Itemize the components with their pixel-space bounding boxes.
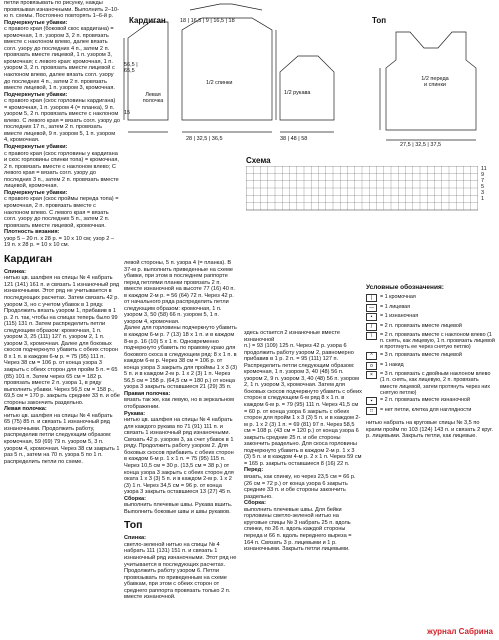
paragraph-heading: Сборка: bbox=[244, 500, 267, 507]
paragraph: левой стороны, 5 п. узора 4 (= планка). В 37-м р. выполнить приведенные на схеме убавки, при этом в последнем раппорте перед петлями планки провязать 2 п. вместе изнаночной на высоте 77 (16) 40 п. в каждом 2-м р. = 56 (64) 72 п. Через 42 р. от начального ряда распределить петли следующим образом: кромочная, 1 п. узором 3, 50 (58) 66 п. узором 5, 1 п. узором 4, кромочная. bbox=[124, 260, 235, 325]
legend-text: = 1 изнаночная bbox=[380, 313, 419, 319]
paragraph-heading: Подчеркнутые убавки: bbox=[4, 91, 68, 98]
paragraph: нитью цв. шалфея на спицы № 4 набрать 121 (141) 161 п. и связать 1 изнаночный ряд изнаночными. Этот ряд не учитывается в последующих расчетах. Затем связать 42 р. узором 3, но с учетом убавок в 1 ряду. Продолжить вязать узором 1, прибавив в 1 р. 2 п. так, чтобы на спицах теперь было 99 (115) 131 п. Затем распределить петли следующим образом: кромочная, 1 п. узором 3, 25 (111) 127 п. узором 2, 1 п. узором 3, кромочная. Далее для боковых скосов подчеркнуто убавить с обеих сторон 8 x 1 п. в каждом 6-м р. = 75 (95) 111 п. Через 38 см = 106 р. от конца узора 3 закрыть с обеих сторон для пройм 5 п. = 65 (85) 101 п. Затем через 65 см = 182 р. провязать вместе 2 п. узора 1, в ряду выполнить убавки. Через 56,5 см = 158 р., 69,5 см = 170 р. закрыть средние 33 п. и обе стороны закончить раздельно. bbox=[4, 275, 120, 406]
stitch-chart-grid bbox=[246, 166, 478, 212]
paragraph: Далее для горловины подчеркнуто убавить в каждом 6-м р. 7 (13) 18 x 1 п. и в каждом 8-м р. 16 (10) 5 x 1 п. Одновременно подчеркнуто убавить по правому краю для бокового скоса в следующем ряд: 8 x 1 п. в каждом 6-м р. Через 38 см = 106 р. от конца узора 3 закрыть для проймы 1 x 3 (3) 5 п. и в каждом 2-м р. 1 x 2 (3) 1 п. Через 56,5 см = 158 р. (64,5 см = 180 р.) от конца узора 3 закрыть оставшиеся 21 (29) 35 п. bbox=[124, 325, 238, 391]
paragraph: вязать, как спинку, но через 23,5 см = 66 р. (26 см = 72 р.) от конца узора 6 закрыть средние 33 п. и обе стороны закончить раздельно. bbox=[244, 474, 356, 500]
paragraph-heading: Спинка: bbox=[124, 535, 147, 542]
section-heading: Топ bbox=[124, 519, 143, 532]
schema-row-number: 9 bbox=[481, 172, 485, 178]
paragraph-heading: Подчеркнутые убавки: bbox=[4, 189, 68, 196]
footer-watermark: журнал Сабрина bbox=[427, 627, 493, 636]
paragraph-heading: Перед: bbox=[244, 467, 264, 474]
legend-text: = 1 кромочная bbox=[380, 294, 416, 300]
text-column-3 bbox=[244, 330, 362, 553]
schema-row-numbers bbox=[481, 166, 495, 202]
cardigan-side-15: 15 bbox=[124, 110, 131, 116]
legend-symbol-icon: — bbox=[366, 304, 377, 312]
schema-row-number: 3 bbox=[481, 190, 485, 196]
paragraph: нитью цв. шалфея на спицы № 4 набрать 65 (75) 85 п. и связать 1 изнаночный ряд изнаночными. Продолжить работу, распределив петли следующим образом: кромочная, 59 (69) 79 п. узором 5, 3 п. узором 4, кромочная. Через 38 см закрыть 1 раз 5 п., затем на 70 п. узора 5 по 1 п. распределить петли по схеме. bbox=[4, 412, 120, 465]
schema-row-number: 7 bbox=[481, 178, 485, 184]
legend-item bbox=[366, 407, 496, 415]
paragraph-heading: Подчеркнутые убавки: bbox=[4, 19, 68, 26]
section-heading: Кардиган bbox=[4, 252, 53, 265]
paragraph: петли провязывать по рисунку, нажды провязывая изнаночными. Выполнить 2–10-ю п. схемы. Постоянно повторять 1–6-й р. bbox=[4, 0, 120, 20]
paragraph: нитью набрать на круговые спицы № 3,5 по краям пройм по 103 (124) 143 п. и связать 2 круг. р. лицевыми. Закрыть петли, как лицевые. bbox=[366, 420, 493, 440]
text-column-2 bbox=[124, 260, 238, 601]
legend-symbol-icon: / bbox=[366, 323, 377, 331]
legend-text: = 2 п. провязать вместе изнаночной bbox=[380, 397, 471, 404]
cardigan-title: Кардиган bbox=[129, 16, 166, 25]
legend-text: = 3 п. провязать вместе лицевой bbox=[380, 352, 462, 359]
legend-item bbox=[366, 397, 496, 405]
legend-symbol-icon: | bbox=[366, 294, 377, 302]
paragraph: вязать так же, как левую, но в зеркальном отображении. bbox=[124, 397, 235, 411]
legend-text: = 1 лицевая bbox=[380, 303, 411, 310]
paragraph: п.) = 93 (109) 125 п. Через 42 р. узора 6 продолжить работу узором 2, равномерно прибавив в 1 р. 2 п. = 95 (111) 127 п. Распределить петли следующим образом: кромочная, 1 п. узором 3, 40 (48) 56 п. узором 2, 9 п. узором 3, 40 (48) 56 п. узором 2, 1 п. узором 3, кромочная. Затем для боковых скосов подчеркнуто убавить с обеих сторон в следующем 6-м ряд 8 x 1 п. в каждом 6-м р. = 79 (95) 111 п. Через 41,5 см = 60 р. от конца узора 6 закрыть с обеих сторон для пройм 1 x 3 (3) 5 п. и в каждом 2-м р. 1 x 2 (3) 1 п. = 69 (81) 97 п. Через 58,5 см = 108 р. (43 см = 120 р.) от конца узора 6 закрыть средние 25 п. и обе стороны закончить раздельно. Для скоса горловины подчеркнуто убавить в каждом 2-м р. 1 x 3 (3) 5 п. и в каждом 4-м р. 2 x 1 п. Через 59 см = 165 р. закрыть оставшиеся 8 (16) 22 п. bbox=[244, 343, 362, 467]
cardigan-height-dims: 56,5 | 65,5 bbox=[124, 62, 138, 74]
legend-text: = 2 п. провязать вместе лицевой bbox=[380, 322, 462, 329]
legend-text: = 2 п. провязать вместе с наклоном влево (1 п. снять, как лицевую, 1 п. провязать лицевой и протянуть ее через снятую петлю) bbox=[380, 332, 495, 351]
legend-symbol-icon: □ bbox=[366, 407, 377, 415]
paragraph: выполнить плечевые швы. Для бейки горловины светло-зеленой нитью на круговые спицы № 3 набрать 25 п. вдоль спинки, по 26 п. вдоль каждой стороны переда и 66 п. вдоль переднего выреза = 164 п. Связать 3 р. лицевыми и 1 р. изнаночными. Закрыть петли лицевыми. bbox=[244, 506, 352, 553]
legend-symbol-icon: \ bbox=[366, 332, 377, 340]
sleeve-bottom-dims: 38 | 48 | 58 bbox=[280, 136, 308, 142]
schema-row-number: 5 bbox=[481, 184, 485, 190]
text-column-4 bbox=[366, 420, 496, 440]
paragraph-heading: Правая полочка: bbox=[124, 390, 171, 397]
paragraph: здесь остается 2 изнаночные вместе изнаночной bbox=[244, 330, 340, 343]
legend-title: Условные обозначения: bbox=[366, 284, 444, 291]
legend-symbol-icon: ^ bbox=[366, 352, 377, 360]
paragraph-heading: Плотность вязания: bbox=[4, 229, 60, 236]
top-bottom-dims: 27,5 | 32,5 | 37,5 bbox=[400, 142, 442, 148]
legend-item bbox=[366, 313, 496, 321]
top-front-label: 1/2 переда и спинки bbox=[421, 76, 449, 88]
cardigan-top-dims: 18 | 16,5 | 9 | 16,5 | 18 bbox=[180, 18, 235, 24]
paragraph-heading: Подчеркнутые убавки: bbox=[4, 144, 68, 151]
legend bbox=[366, 284, 496, 416]
paragraph: выполнить плечевые швы. Рукава вшить. Выполнить боковые швы и швы рукавов. bbox=[124, 502, 233, 515]
top-title: Топ bbox=[372, 16, 387, 25]
legend-item bbox=[366, 323, 496, 331]
legend-text: = 1 накид bbox=[380, 361, 404, 368]
cardigan-bottom-dims: 28 | 32,5 | 36,5 bbox=[186, 136, 223, 142]
paragraph: светло-зеленой нитью на спицы № 4 набрать 111 (131) 151 п. и связать 1 изнаночный ряд изнаночными. Этот ряд не учитывается в последующих расчетах. Продолжить работу узором 6. Петли провязывать по приведенным на схеме убавкам, при этом с обеих сторон от среднего раппорта провязать только 2 п. вместе изнаночной. bbox=[124, 541, 237, 601]
legend-symbol-icon: o bbox=[366, 362, 377, 370]
legend-item bbox=[366, 362, 496, 370]
legend-item bbox=[366, 332, 496, 351]
paragraph-heading: Левая полочка: bbox=[4, 406, 47, 413]
schema-row-number: 11 bbox=[481, 166, 487, 172]
schema-title: Схема bbox=[246, 156, 271, 165]
legend-symbol-icon: × bbox=[366, 371, 377, 379]
legend-item bbox=[366, 294, 496, 302]
legend-symbol-icon: ▪ bbox=[366, 397, 377, 405]
paragraph: с правого края (боковой скос кардигана) = кромочная, 1 п. узором 3, 2 п. провязать вместе с наклоном влево, далее вязать согл. узору до последних 4 п., затем 2 п. провязать вместе лицевой, 1 п. узором 3, кромочная; с левого края: кромочная, 1 п. узором 3, 2 п. провязать вместе лицевой с наклоном влево, далее вязать согл. узору до последних 4 п., затем 2 п. провязать вместе лицевой, 1 п. узором 3, кромочная. bbox=[4, 26, 115, 92]
schema-row-number: 1 bbox=[481, 196, 485, 202]
sleeve-label: 1/2 рукава bbox=[284, 90, 311, 96]
legend-text: = нет петли, клетка для наглядности bbox=[380, 406, 472, 413]
text-column-1 bbox=[4, 0, 120, 465]
legend-item bbox=[366, 371, 496, 396]
paragraph-heading: Сборка: bbox=[124, 495, 147, 502]
left-front-label: Левая полочка bbox=[142, 92, 164, 104]
paragraph: с правого края (скос проймы переда топа) = кромочная, 2 п. провязать вместе с наклоном влево. С левого края = вязать согл. узору до последних 5 п., затем 2 п. провязать вместе лицевой, кромочная. bbox=[4, 196, 119, 229]
paragraph: узор 5 – 20 п. x 28 р. = 10 x 10 см; узор 2 – 19 п. x 28 р. = 10 x 10 см. bbox=[4, 235, 114, 249]
paragraph-heading: Рукава: bbox=[124, 410, 146, 417]
paragraph: с правого края (скос горловины у кардигана и скос горловины спинки топа) = кромочная, 2 п. провязать вместе с наклоном влево; С левого края = вязать согл. узору до последних 3 п., затем 2 п. провязать вместе лицевой, кромочная. bbox=[4, 150, 119, 190]
legend-text: = 3 п. провязать с двойным наклоном влево (1 п. снять, как лицевую, 2 п. провязать вместе лицевой, затем протянуть через них снятую петлю) bbox=[380, 371, 491, 396]
paragraph-heading: Спинка: bbox=[4, 268, 27, 275]
legend-item bbox=[366, 304, 496, 312]
legend-symbol-icon: • bbox=[366, 313, 377, 321]
paragraph: с правого края (скос горловины кардигана) = кромочная, 1 п. узором 4 (= планка), 9 п. узором 5, 2 п. провязать вместе с наклоном влево. С левого края = вязать согл. узору до последних 17 п., затем 2 п. провязать вместе лицевой, 9 п. узором 5, 1 п. узором 4, кромочная. bbox=[4, 98, 120, 144]
legend-item bbox=[366, 352, 496, 360]
legend-items bbox=[366, 294, 496, 415]
back-label: 1/2 спинки bbox=[206, 80, 233, 86]
paragraph: нитью цв. шалфея на спицы № 4 набрать для каждого рукава по 71 (91) 111 п. и связать 1 изнаночный ряд изнаночными. Связать 42 р. узором 3, за счет убавок в 1 ряду. Продолжить работу узором 2. Для боковых скосов прибавить с обеих сторон в каждом 6-м р. 1 x 1 п. = 75 (95) 115 п. Через 10,5 см = 30 р. (13,5 см = 38 р.) от конца узора 3 закрыть с обеих сторон для оката 1 x 3 (3) 5 п. и в каждом 2-м р. 1 x 2 (3) 1 п. Через 34,5 см = 96 р. от конца узора 3 закрыть оставшиеся 13 (27) 45 п. bbox=[124, 417, 234, 496]
